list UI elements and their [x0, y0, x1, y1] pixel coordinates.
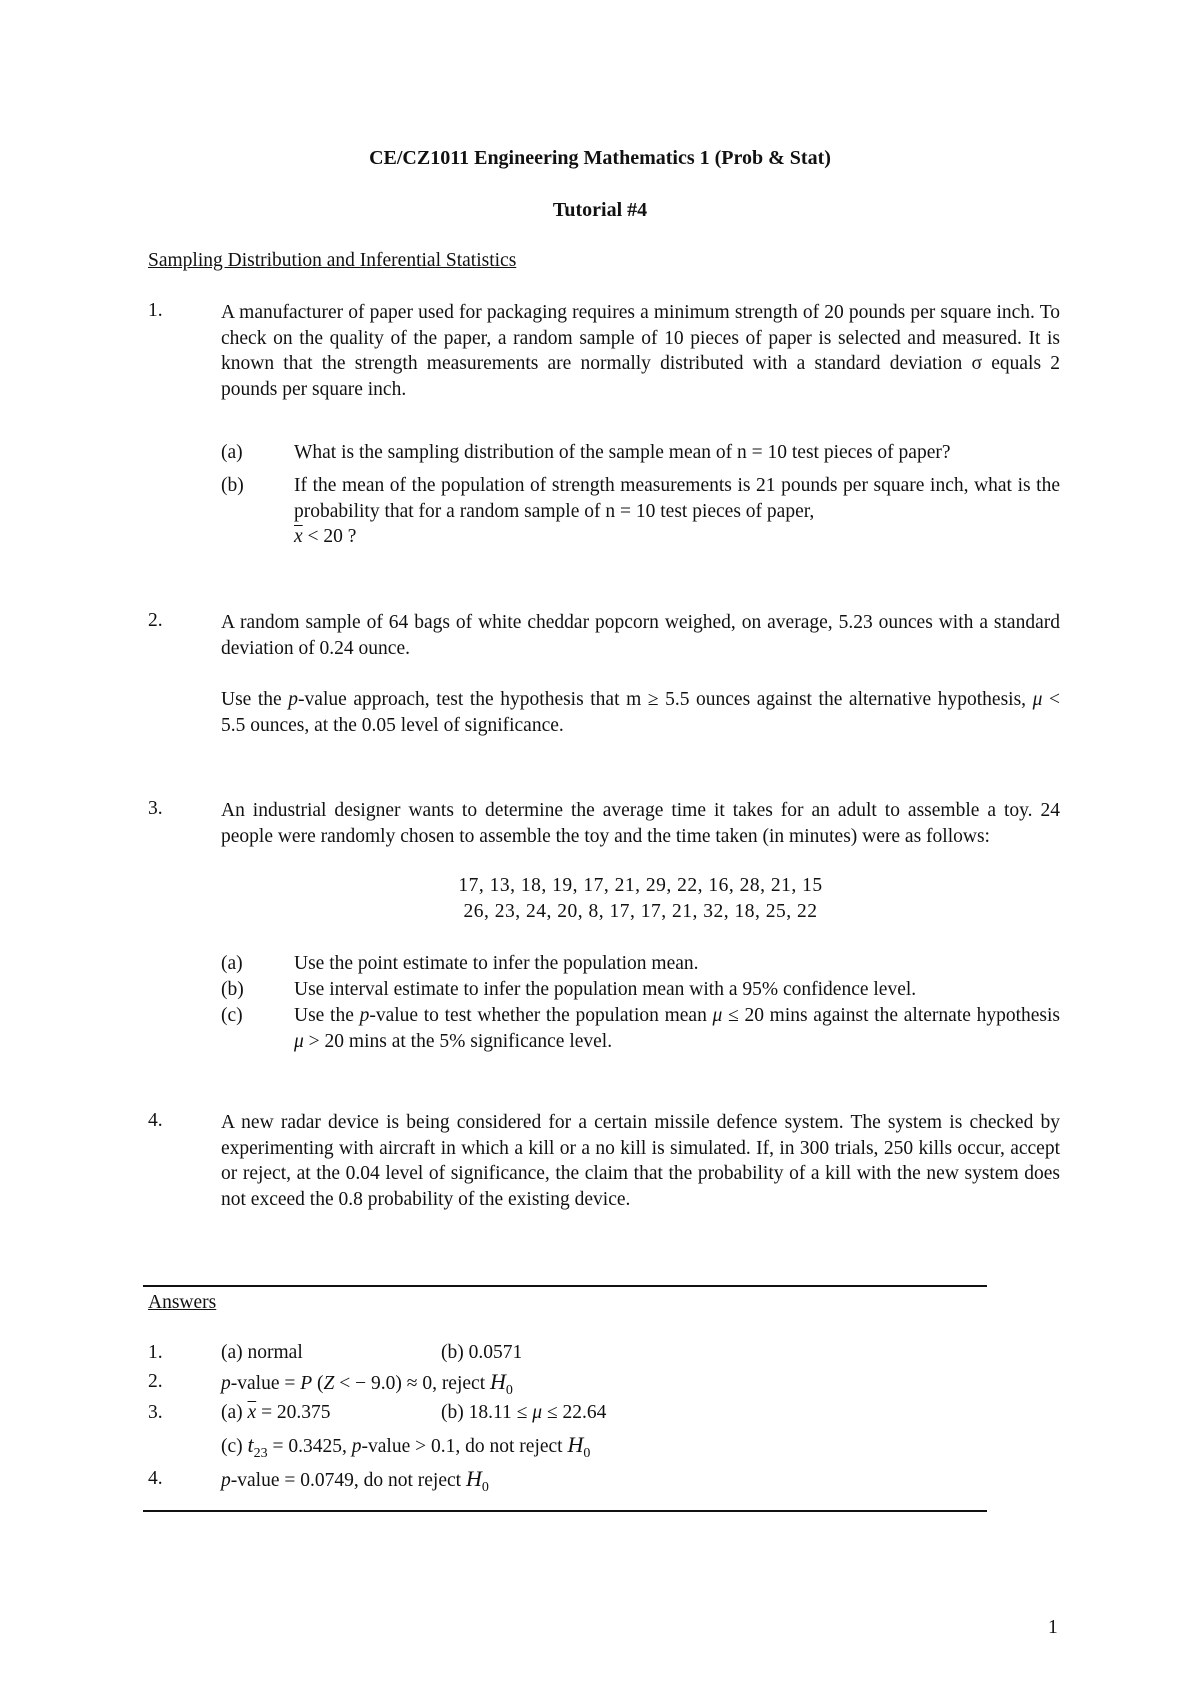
sample-mean-symbol: $\overline{x}$: [294, 526, 303, 547]
mu-symbol: μ: [712, 1005, 723, 1026]
answer-number: 3.: [148, 1402, 163, 1423]
answer-part-b: (b) 0.0571: [441, 1342, 523, 1363]
question-paragraph: Use the p-value approach, test the hypothesis that m ≥ 5.5 ounces against the alternative hypothesis, μ < 5.5 ounces, at the 0.05 level of significance.: [221, 689, 1061, 736]
page-title: CE/CZ1011 Engineering Mathematics 1 (Prob & Stat): [369, 147, 831, 169]
question-text: An industrial designer wants to determine the average time it takes for an adult to assemble a toy. 24 people were randomly chosen to assemble the toy and the time taken (in minutes) were as follows:: [221, 800, 1060, 847]
question-number: 2.: [148, 610, 163, 631]
answer-part-a: (a) normal: [221, 1342, 303, 1363]
part-text: Use the p-value to test whether the population mean μ ≤ 20 mins against the alternate hypothesis μ > 20 mins at the 5% significance level.: [294, 1005, 1061, 1052]
question-text: A new radar device is being considered for a certain missile defence system. The system is checked by experimenting with aircraft in which a kill or a no kill is simulated. If, in 300 trials, 250 kills occur, accept or reject, at the 0.04 level of significance, the claim that the probability of a kill with the new system does not exceed the 0.8 probability of the existing device.: [221, 1112, 1060, 1210]
answer-part-a: (a) $\overline{x} = 20.375$: [221, 1402, 331, 1423]
part-label: (c): [221, 1005, 243, 1026]
data-line-1: 17, 13, 18, 19, 17, 21, 29, 22, 16, 28, 21, 15: [458, 875, 823, 896]
part-text-tail: < 20 ?: [302, 526, 357, 547]
p-symbol: p: [288, 689, 299, 710]
question-text: A manufacturer of paper used for packaging requires a minimum strength of 20 pounds per square inch. To check on the quality of the paper, a random sample of 10 pieces of paper is selected and measured. It is known that the strength measurements are normally distributed with a standard deviation σ equals 2 pounds per square inch.: [221, 302, 1060, 400]
p-symbol: p: [359, 1005, 370, 1026]
section-heading: Sampling Distribution and Inferential Statistics: [148, 250, 517, 271]
part-text: Use the point estimate to infer the population mean.: [294, 953, 699, 974]
part-text: [294, 473, 1060, 550]
question-number: 3.: [148, 798, 163, 819]
mu-symbol: μ: [294, 1030, 304, 1052]
part-label: (a): [221, 953, 243, 974]
answer-number: 2.: [148, 1371, 163, 1392]
answer-number: 4.: [148, 1468, 163, 1489]
divider: [143, 1510, 987, 1512]
data-line-2: 26, 23, 24, 20, 8, 17, 17, 21, 32, 18, 25, 22: [463, 901, 818, 922]
question-number: 4.: [148, 1110, 163, 1131]
part-text: Use interval estimate to infer the population mean with a 95% confidence level.: [294, 979, 917, 1000]
part-text-main: If the mean of the population of strength measurements is 21 pounds per square inch, what is the probability that for a random sample of n = 10 test pieces of paper,: [294, 475, 1060, 522]
part-label: (b): [221, 979, 244, 1000]
answer-part-b: (b) 18.11 ≤ μ ≤ 22.64: [441, 1402, 607, 1423]
mu-symbol: μ: [1032, 689, 1043, 710]
question-text: [221, 610, 1060, 738]
answers-heading: Answers: [148, 1292, 217, 1313]
question-number: 1.: [148, 300, 163, 321]
part-label: (a): [221, 442, 243, 463]
page-number: 1: [1048, 1617, 1058, 1638]
tutorial-number: Tutorial #4: [552, 199, 648, 221]
answer-number: 1.: [148, 1342, 163, 1363]
sample-mean-symbol: $\overline{x}$: [247, 1402, 257, 1423]
answer-part-c: (c) $t_{23} = 0.3425$, p-value > 0.1, do not reject $H_0$: [221, 1432, 591, 1461]
answer-text: p-value = 0.0749, do not reject $H_0$: [221, 1466, 489, 1495]
answer-text: p-value = P (Z < − 9.0) ≈ 0, reject $H_0$: [221, 1369, 513, 1398]
part-text: What is the sampling distribution of the sample mean of n = 10 test pieces of paper?: [294, 442, 951, 463]
question-paragraph: A random sample of 64 bags of white cheddar popcorn weighed, on average, 5.23 ounces with a standard deviation of 0.24 ounce.: [221, 612, 1060, 659]
divider: [143, 1285, 987, 1287]
part-label: (b): [221, 475, 244, 496]
